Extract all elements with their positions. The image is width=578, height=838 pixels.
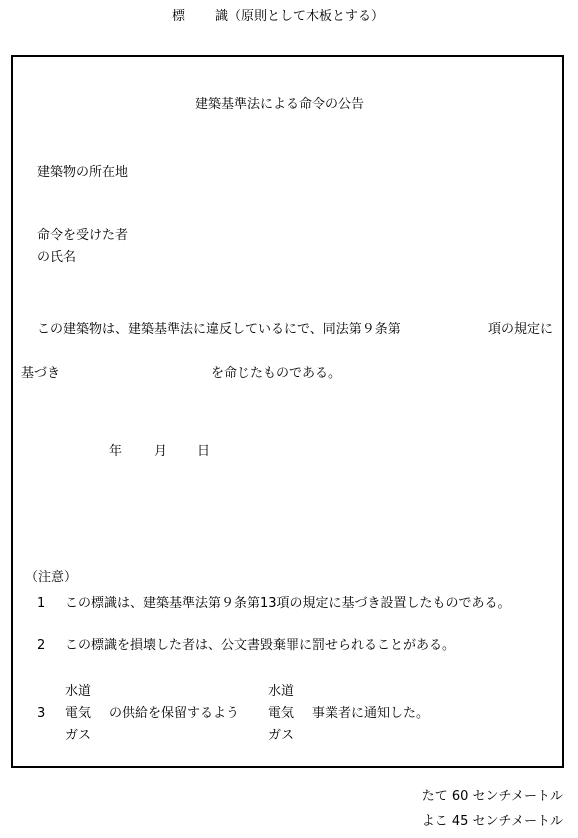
violation-text-part-2: 項の規定に — [488, 322, 554, 337]
note-3-utility-a-electricity: 電気 — [65, 706, 92, 721]
note-3-number: 3 — [37, 706, 46, 721]
note-3-utility-b-gas: ガス — [268, 728, 295, 743]
note-2-number: 2 — [37, 638, 46, 653]
dimension-width: よこ 45 センチメートル — [421, 814, 563, 829]
note-3-utility-a-water: 水道 — [65, 684, 92, 699]
date-day-label: 日 — [197, 444, 211, 459]
date-year-label: 年 — [109, 444, 123, 459]
sign-frame — [11, 55, 564, 768]
dimension-height: たて 60 センチメートル — [421, 789, 563, 804]
note-1-text: この標識は、建築基準法第９条第13項の規定に基づき設置したものである。 — [65, 596, 511, 611]
note-3-utility-a-gas: ガス — [65, 728, 92, 743]
recipient-label-line-1: 命令を受けた者 — [37, 228, 129, 243]
note-3-middle-text: の供給を保留するよう — [109, 706, 240, 721]
sign-title: 建築基準法による命令の公告 — [195, 97, 365, 112]
note-3-end-text: 事業者に通知した。 — [312, 706, 430, 721]
note-3-utility-b-water: 水道 — [268, 684, 295, 699]
sign-header — [172, 9, 384, 25]
basis-text-part-2: を命じたものである。 — [211, 366, 342, 381]
note-3-utility-b-electricity: 電気 — [268, 706, 295, 721]
note-2-text: この標識を損壊した者は、公文書毀棄罪に罰せられることがある。 — [65, 638, 456, 653]
notes-heading: （注意） — [25, 570, 78, 585]
header-char-2: 識 — [215, 9, 229, 24]
location-label: 建築物の所在地 — [37, 165, 129, 180]
header-char-1: 標 — [172, 9, 186, 24]
note-1-number: 1 — [37, 596, 46, 611]
recipient-label-line-2: の氏名 — [37, 250, 77, 265]
header-note: （原則として木板とする） — [228, 9, 385, 24]
violation-text-part-1: この建築物は、建築基準法に違反しているにで、同法第９条第 — [37, 322, 401, 337]
date-month-label: 月 — [154, 444, 168, 459]
basis-text-part-1: 基づき — [21, 366, 61, 381]
